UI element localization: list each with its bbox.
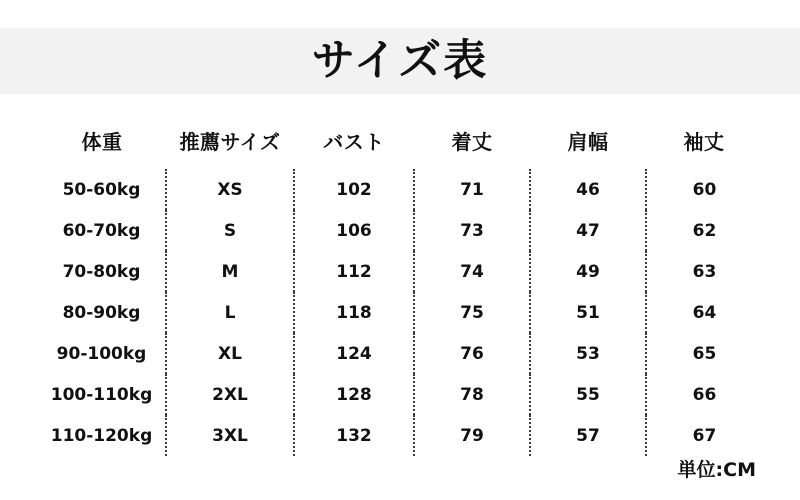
cell-sleeve: 64: [646, 292, 762, 333]
cell-size: 2XL: [166, 374, 294, 415]
cell-sleeve: 60: [646, 169, 762, 210]
table-row: [38, 251, 762, 292]
cell-shoulder: 57: [530, 415, 646, 456]
cell-length: 74: [414, 251, 530, 292]
cell-weight: 110-120kg: [50, 425, 153, 446]
cell-size: XL: [166, 333, 294, 374]
cell-weight: 90-100kg: [56, 343, 147, 364]
cell-weight: 50-60kg: [62, 179, 141, 200]
cell-weight: 70-80kg: [62, 261, 141, 282]
cell-bust: 128: [294, 374, 414, 415]
size-table: [38, 118, 762, 456]
cell-shoulder: 51: [530, 292, 646, 333]
column-header-shoulder: 肩幅: [567, 130, 609, 154]
column-header-length: 着丈: [451, 130, 493, 154]
table-row: [38, 169, 762, 210]
cell-shoulder: 55: [530, 374, 646, 415]
table-row: [38, 292, 762, 333]
table-row: [38, 210, 762, 251]
cell-bust: 118: [294, 292, 414, 333]
cell-length: 79: [414, 415, 530, 456]
cell-size: L: [166, 292, 294, 333]
cell-weight: 100-110kg: [50, 384, 153, 405]
cell-size: M: [166, 251, 294, 292]
table-body: [38, 169, 762, 456]
cell-bust: 132: [294, 415, 414, 456]
cell-length: 71: [414, 169, 530, 210]
cell-weight: 60-70kg: [62, 220, 141, 241]
column-header-bust: バスト: [323, 130, 385, 154]
cell-bust: 112: [294, 251, 414, 292]
cell-length: 73: [414, 210, 530, 251]
page-title: サイズ表: [311, 36, 489, 86]
table-header: [38, 118, 762, 169]
cell-shoulder: 47: [530, 210, 646, 251]
unit-note: 単位:CM: [677, 459, 756, 481]
cell-length: 76: [414, 333, 530, 374]
cell-shoulder: 46: [530, 169, 646, 210]
size-table-wrapper: [38, 118, 762, 456]
cell-shoulder: 53: [530, 333, 646, 374]
table-header-row: [38, 118, 762, 169]
table-row: [38, 333, 762, 374]
cell-bust: 106: [294, 210, 414, 251]
cell-shoulder: 49: [530, 251, 646, 292]
cell-size: S: [166, 210, 294, 251]
cell-sleeve: 63: [646, 251, 762, 292]
cell-bust: 124: [294, 333, 414, 374]
cell-sleeve: 67: [646, 415, 762, 456]
cell-length: 75: [414, 292, 530, 333]
cell-bust: 102: [294, 169, 414, 210]
cell-sleeve: 66: [646, 374, 762, 415]
column-header-recommended-size: 推薦サイズ: [179, 130, 281, 154]
cell-sleeve: 62: [646, 210, 762, 251]
cell-size: XS: [166, 169, 294, 210]
column-header-sleeve: 袖丈: [683, 130, 725, 154]
cell-sleeve: 65: [646, 333, 762, 374]
table-row: [38, 415, 762, 456]
cell-size: 3XL: [166, 415, 294, 456]
table-row: [38, 374, 762, 415]
cell-length: 78: [414, 374, 530, 415]
cell-weight: 80-90kg: [62, 302, 141, 323]
column-header-weight: 体重: [81, 130, 123, 154]
